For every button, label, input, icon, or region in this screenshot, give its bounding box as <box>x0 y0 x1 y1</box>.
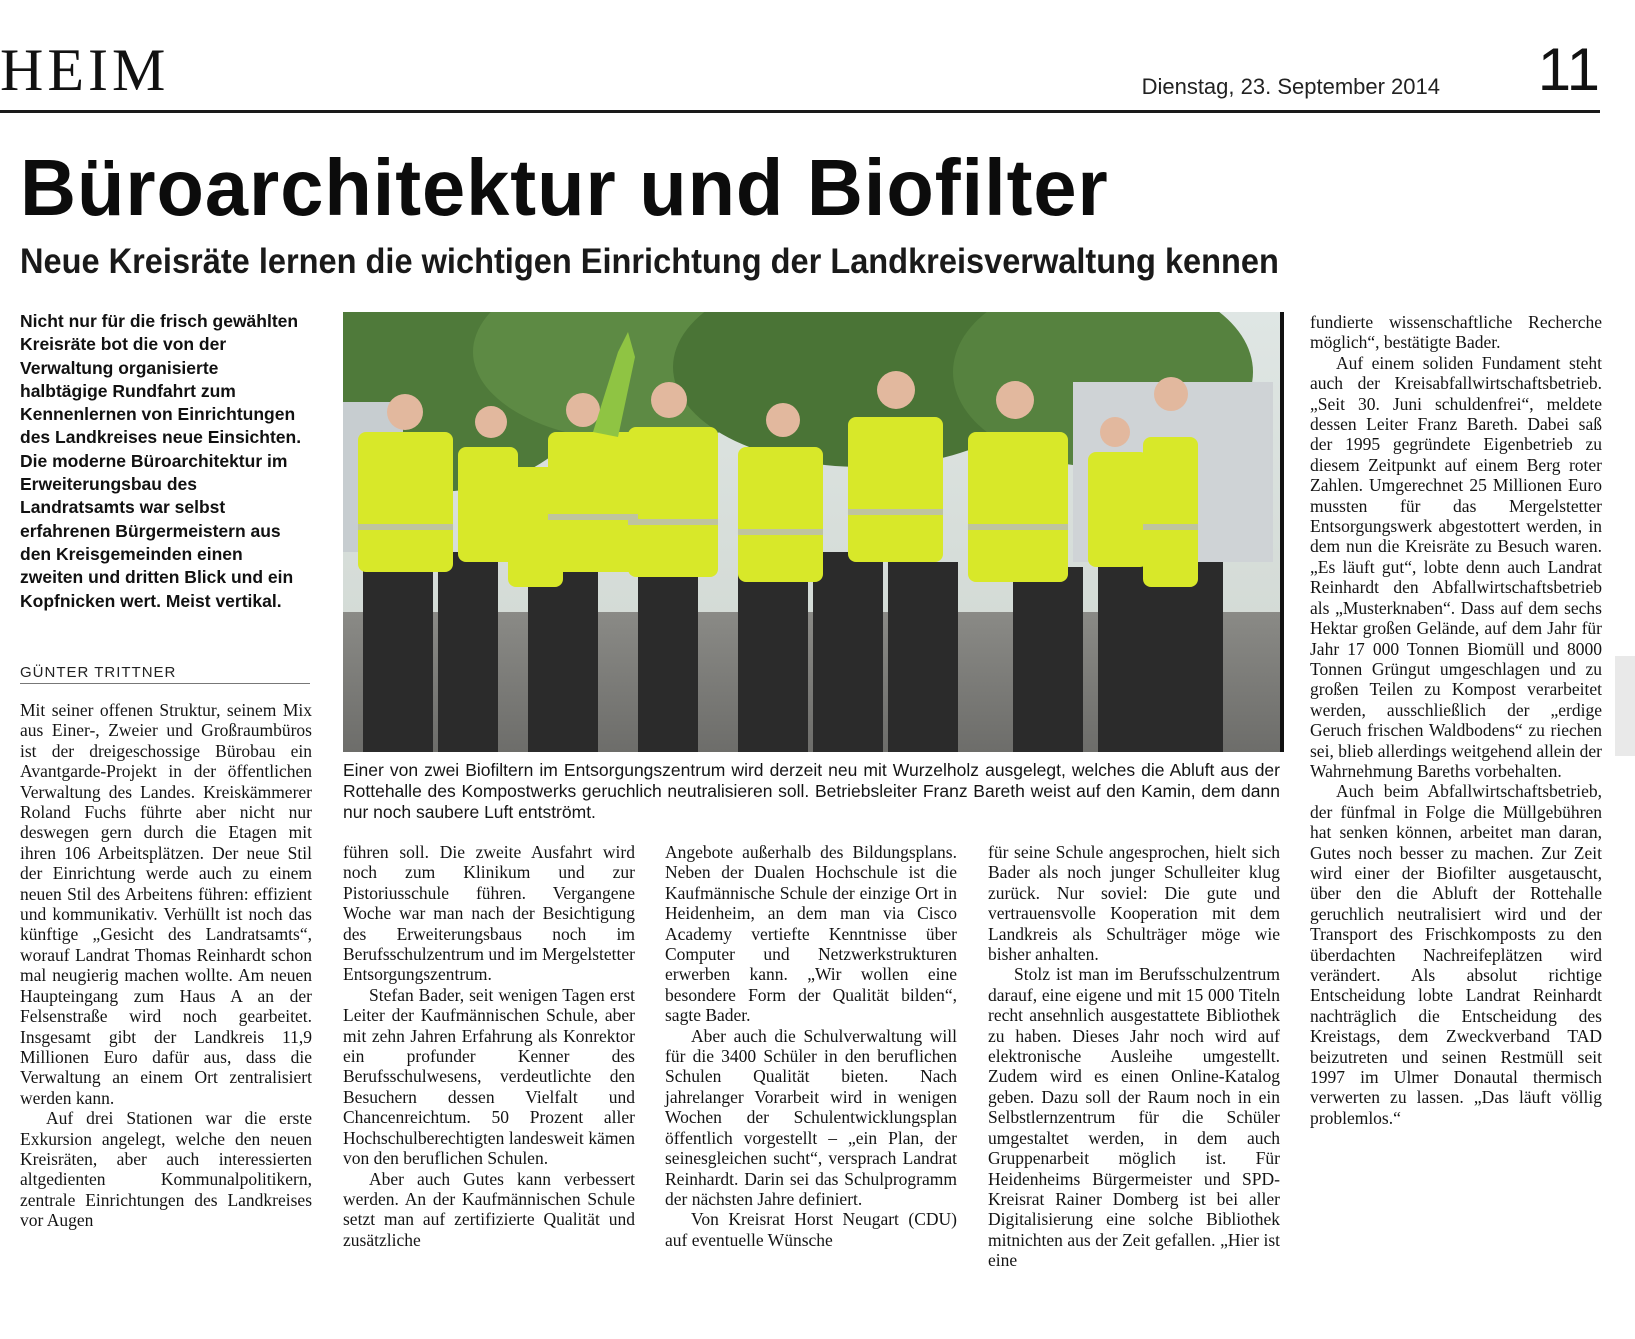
page-number: 11 <box>1537 36 1600 103</box>
issue-date: Dienstag, 23. September 2014 <box>1141 74 1440 99</box>
subheadline: Neue Kreisräte lernen die wichtigen Einrichtung der Landkreisverwaltung kennen <box>20 242 1279 281</box>
byline: GÜNTER TRITTNER <box>20 664 310 684</box>
paragraph: Stefan Bader, seit wenigen Tagen erst Leiter der Kaufmännischen Schule, aber mit zehn Jahren Erfahrung als Konrektor ein profunder Kenner des Berufsschulwesens, verdeutlichte den Besuchern dessen Vielfalt und Chancenreichtum. 50 Prozent aller Hochschulberechtigten landesweit kämen von den beruflichen Schulen. <box>343 984 635 1169</box>
paragraph: Auf einem soliden Fundament steht auch der Kreisabfallwirtschaftsbetrieb. „Seit 30. Juni schuldenfrei“, meldete dessen Leiter Franz Bareth. Dabei saß der 1995 gegründete Eigenbetrieb zu diesem Zeitpunkt auf einem Berg roter Zahlen. Umgerechnet 25 Millionen Euro mussten für das Mergelstetter Entsorgungswerk abgestottert werden, in dem nun die Kreisräte zu Besuch waren. „Es läuft gut“, lobte denn auch Landrat Reinhardt den Abfallwirtschaftsbetrieb als „Musterknaben“. Dass auf dem sechs Hektar großen Gelände, auf dem Jahr für Jahr 17 000 Tonnen Biomüll und 8000 Tonnen Grüngut umgeschlagen und zu großen Teilen zu Kompost verarbeitet werden, ausschließlich der „erdige Geruch frischen Waldbodens“ zu riechen sei, blieb allerdings weitgehend allein der Wahrnehmung Bareths vorbehalten. <box>1310 352 1602 781</box>
text-column-4 <box>988 842 1280 1271</box>
paragraph: Angebote außerhalb des Bildungsplans. Neben der Dualen Hochschule ist die Kaufmännische Schule der einzige Ort in Heidenheim, an dem man via Cisco Academy vertiefte Kenntnisse über Computer und Netzwerkstrukturen erwerben kann. „Wir wollen eine besondere Form der Qualität bilden“, sagte Bader. <box>665 842 957 1026</box>
paragraph: für seine Schule angesprochen, hielt sich Bader als noch junger Schulleiter klug zurück. Nur soviel: Die gute und vertrauensvolle Kooperation mit dem Landkreis als Schulträger möge wie bisher anhalten. <box>988 842 1280 965</box>
paragraph: Auch beim Abfallwirtschaftsbetrieb, der fünfmal in Folge die Müllgebühren hat senken können, arbeitet man daran, Gutes noch besser zu machen. Zur Zeit wird einer der Biofilter ausgetauscht, über den die Abluft der Rottehalle geruchlich neutralisiert wird und der Transport des Frischkomposts zu den überdachten Nachreifeplätzen wird verändert. Als absolut richtige Entscheidung lobte Landrat Reinhardt nachträglich die Entscheidung des Kreistags, dem Zweckverband TAD beizutreten und seinen Restmüll seit 1997 im Ulmer Donautal thermisch verwerten zu lassen. „Das läuft völlig problemlos.“ <box>1310 781 1602 1128</box>
text-column-5 <box>1310 312 1602 1128</box>
photo-caption: Einer von zwei Biofiltern im Entsorgungszentrum wird derzeit neu mit Wurzelholz ausgelegt, welches die Abluft aus der Rottehalle des Kompostwerks geruchlich neutralisieren soll. Betriebsleiter Franz Bareth weist auf den Kamin, dem dann nur noch saubere Luft entströmt. <box>343 760 1280 822</box>
headline: Büroarchitektur und Biofilter <box>20 143 1109 232</box>
text-column-2 <box>343 842 635 1250</box>
paragraph: Auf drei Stationen war die erste Exkursion angelegt, welche den neuen Kreisräten, aber auch interessierten altgedienten Kommunalpolitikern, zentrale Einrichtungen des Landkreises vor Augen <box>20 1108 312 1231</box>
section-title: HEIM <box>0 37 170 103</box>
paragraph: Aber auch die Schulverwaltung will für die 3400 Schüler in den beruflichen Schulen Qualität bieten. Nach jahrelanger Vorarbeit wird in wenigen Wochen der Schulentwicklungsplan öffentlich vorgestellt – „ein Plan, der seinesgleichen sucht“, versprach Landrat Reinhardt. Darin sei das Schulprogramm der nächsten Jahre definiert. <box>665 1025 957 1209</box>
photo-group-in-safety-vests <box>343 312 1280 752</box>
paragraph: Von Kreisrat Horst Neugart (CDU) auf eventuelle Wünsche <box>665 1209 957 1250</box>
lead-paragraph: Nicht nur für die frisch gewählten Kreisräte bot die von der Verwaltung organisierte halbtägige Rundfahrt zum Kennenlernen von Einrichtungen des Landkreises neue Einsichten. Die moderne Büroarchitektur im Erweiterungsbau des Landratsamts war selbst erfahrenen Bürgermeistern aus den Kreisgemeinden einen zweiten und dritten Blick und ein Kopfnicken wert. Meist vertikal. <box>20 311 302 611</box>
paragraph: Aber auch Gutes kann verbessert werden. An der Kaufmännischen Schule setzt man auf zertifizierte Qualität und zusätzliche <box>343 1168 635 1250</box>
paragraph: Mit seiner offenen Struktur, seinem Mix aus Einer-, Zweier und Großraumbüros ist der dreigeschossige Bürobau ein Avantgarde-Projekt in der öffentlichen Verwaltung des Landes. Kreiskämmerer Roland Fuchs führte aber nicht nur deswegen gern durch die Etagen mit ihren 106 Arbeitsplätzen. Der neue Stil der Einrichtung werde auch zu einem neuen Stil des Arbeitens führen: effizient und kommunikativ. Verhüllt ist noch das künftige „Gesicht des Landratsamts“, worauf Landrat Thomas Reinhardt schon mal neugierig machen wollte. Am neuen Haupteingang zum Haus A an der Felsenstraße wird noch gearbeitet. Insgesamt gibt der Landkreis 11,9 Millionen Euro dafür aus, dass die Verwaltung an einem Ort zentralisiert werden kann. <box>20 700 312 1108</box>
text-column-3 <box>665 842 957 1250</box>
paragraph: Stolz ist man im Berufsschulzentrum darauf, eine eigene und mit 15 000 Titeln recht ansehnlich ausgestattete Bibliothek zu haben. Dieses Jahr noch wird auf elektronische Ausleihe umgestellt. Zudem wird es einen Online-Katalog geben. Dazu soll der Raum noch in ein Selbstlernzentrum für die Schüler umgestaltet werden, in dem auch Gruppenarbeit möglich ist. Für Heidenheims Bürgermeister und SPD-Kreisrat Rainer Domberg ist bei aller Digitalisierung eine solche Bibliothek mitnichten aus der Zeit gefallen. „Hier ist eine <box>988 964 1280 1271</box>
page-turn-tab[interactable] <box>1615 656 1635 756</box>
page-header <box>0 38 1600 113</box>
paragraph: fundierte wissenschaftliche Recherche möglich“, bestätigte Bader. <box>1310 312 1602 353</box>
text-column-1 <box>20 700 312 1231</box>
article-photo <box>343 312 1284 752</box>
paragraph: führen soll. Die zweite Ausfahrt wird noch zum Klinikum und zur Pistoriusschule führen. Vergangene Woche war man nach der Besichtigung des Erweiterungsbaus noch im Berufsschulzentrum und im Mergelstetter Entsorgungszentrum. <box>343 842 635 985</box>
